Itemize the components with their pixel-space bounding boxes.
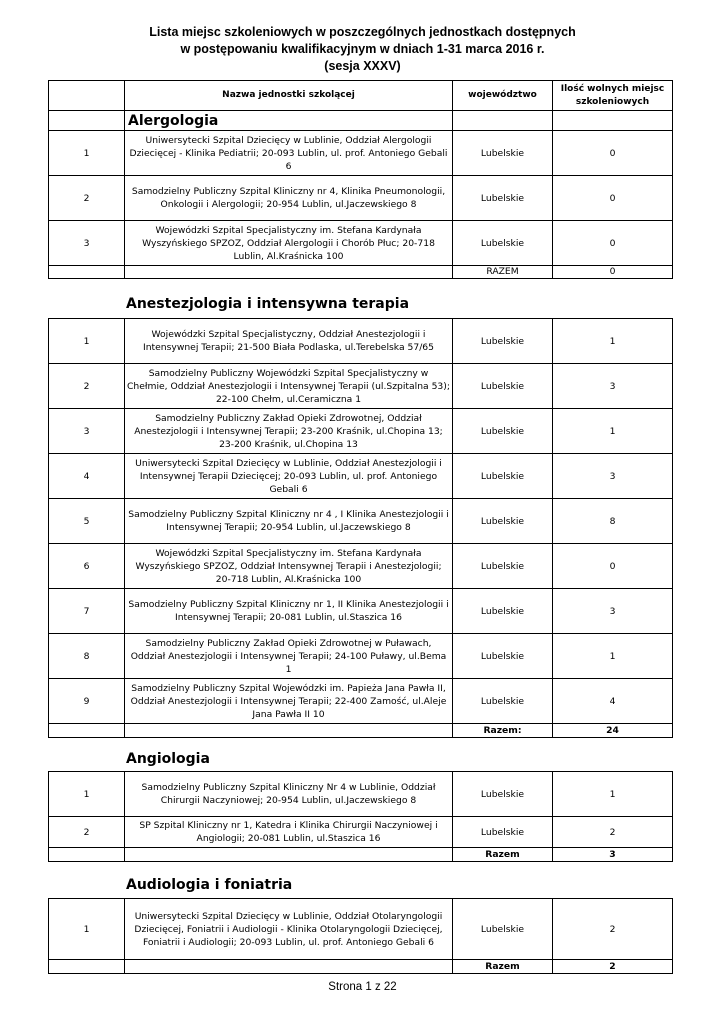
- row-number: 3: [49, 221, 125, 266]
- table-row: [49, 589, 673, 634]
- title-line-1: Lista miejsc szkoleniowych w poszczególnych jednostkach dostępnych: [149, 25, 576, 39]
- column-header-row: [49, 81, 673, 111]
- section-title: Audiologia i foniatria: [126, 877, 293, 893]
- unit-name: Samodzielny Publiczny Wojewódzki Szpital Specjalistyczny w Chełmie, Oddział Anestezjologii i Intensywnej Terapii (ul.Szpitalna 53); 22-100 Chełm, ul.Ceramiczna 1: [125, 364, 453, 409]
- free-seats: 3: [553, 364, 673, 409]
- row-number: 5: [49, 499, 125, 544]
- col-header-seats-line2: szkoleniowych: [575, 96, 650, 107]
- region: Lubelskie: [453, 176, 553, 221]
- unit-name: Wojewódzki Szpital Specjalistyczny, Oddział Anestezjologii i Intensywnej Terapii; 21-500 Biała Podlaska, ul.Terebelska 57/65: [125, 319, 453, 364]
- unit-name: Uniwersytecki Szpital Dziecięcy w Lublinie, Oddział Alergologii Dziecięcej - Klinika Pediatrii; 20-093 Lublin, ul. prof. Antoniego Gebali 6: [125, 131, 453, 176]
- row-number: 3: [49, 409, 125, 454]
- table-row: [49, 499, 673, 544]
- table-row: [49, 899, 673, 960]
- unit-name: Wojewódzki Szpital Specjalistyczny im. Stefana Kardynała Wyszyńskiego SPZOZ, Oddział Alergologii i Chorób Płuc; 20-718 Lublin, Al.Kraśnicka 100: [125, 221, 453, 266]
- region: Lubelskie: [453, 131, 553, 176]
- col-header-region: województwo: [453, 81, 553, 111]
- table-row: [49, 221, 673, 266]
- free-seats: 0: [553, 176, 673, 221]
- empty-cell: [125, 266, 453, 279]
- region: Lubelskie: [453, 899, 553, 960]
- free-seats: 3: [553, 454, 673, 499]
- table-row: [49, 544, 673, 589]
- total-row: [49, 724, 673, 738]
- free-seats: 1: [553, 634, 673, 679]
- unit-name: Samodzielny Publiczny Szpital Kliniczny Nr 4 w Lublinie, Oddział Chirurgii Naczyniowej; 20-954 Lublin, ul.Jaczewskiego 8: [125, 772, 453, 817]
- row-number: 7: [49, 589, 125, 634]
- region: Lubelskie: [453, 589, 553, 634]
- total-value: 24: [553, 724, 673, 738]
- row-number: 4: [49, 454, 125, 499]
- section-title: Alergologia: [125, 111, 453, 131]
- row-number: 2: [49, 364, 125, 409]
- unit-name: Wojewódzki Szpital Specjalistyczny im. Stefana Kardynała Wyszyńskiego SPZOZ, Oddział Intensywnej Terapii i Anestezjologii; 20-718 Lublin, Al.Kraśnicka 100: [125, 544, 453, 589]
- free-seats: 4: [553, 679, 673, 724]
- col-header-seats-line1: Ilość wolnych miejsc: [560, 83, 665, 94]
- free-seats: 1: [553, 772, 673, 817]
- row-number: 1: [49, 131, 125, 176]
- page-footer: Strona 1 z 22: [328, 981, 397, 993]
- total-label: Razem: [453, 960, 553, 974]
- unit-name: SP Szpital Kliniczny nr 1, Katedra i Klinika Chirurgii Naczyniowej i Angiologii; 20-081 Lublin, ul.Staszica 16: [125, 817, 453, 848]
- row-number: 2: [49, 176, 125, 221]
- table-row: [49, 817, 673, 848]
- section-title: Angiologia: [126, 751, 210, 767]
- row-number: 1: [49, 772, 125, 817]
- table-audiologia: [48, 898, 673, 974]
- empty-cell: [553, 111, 673, 131]
- row-number: 2: [49, 817, 125, 848]
- unit-name: Samodzielny Publiczny Zakład Opieki Zdrowotnej w Puławach, Oddział Anestezjologii i Intensywnej Terapii; 24-100 Puławy, ul.Bema 1: [125, 634, 453, 679]
- unit-name: Samodzielny Publiczny Szpital Kliniczny nr 1, II Klinika Anestezjologii i Intensywnej Terapii; 20-081 Lublin, ul.Staszica 16: [125, 589, 453, 634]
- region: Lubelskie: [453, 772, 553, 817]
- row-number: 9: [49, 679, 125, 724]
- total-label: Razem: [453, 848, 553, 862]
- empty-cell: [125, 724, 453, 738]
- region: Lubelskie: [453, 634, 553, 679]
- free-seats: 2: [553, 899, 673, 960]
- unit-name: Samodzielny Publiczny Szpital Kliniczny nr 4 , I Klinika Anestezjologii i Intensywnej Terapii; 20-954 Lublin, ul.Jaczewskiego 8: [125, 499, 453, 544]
- empty-cell: [49, 848, 125, 862]
- row-number: 8: [49, 634, 125, 679]
- unit-name: Samodzielny Publiczny Zakład Opieki Zdrowotnej, Oddział Anestezjologii i Intensywnej Terapii; 23-200 Kraśnik, ul.Chopina 13; 23-200 Kraśnik, ul.Chopina 13: [125, 409, 453, 454]
- free-seats: 8: [553, 499, 673, 544]
- empty-cell: [49, 960, 125, 974]
- table-angiologia: [48, 771, 673, 862]
- unit-name: Uniwersytecki Szpital Dziecięcy w Lublinie, Oddział Otolaryngologii Dziecięcej, Foniatrii i Audiologii - Klinika Otolaryngologii Dziecięcej, Foniatrii i Audiologii; 20-093 Lublin, ul. prof. Antoniego Gebali 6: [125, 899, 453, 960]
- empty-cell: [49, 111, 125, 131]
- row-number: 1: [49, 899, 125, 960]
- total-value: 0: [553, 266, 673, 279]
- region: Lubelskie: [453, 499, 553, 544]
- row-number: 6: [49, 544, 125, 589]
- table-row: [49, 364, 673, 409]
- section-title: Anestezjologia i intensywna terapia: [126, 296, 410, 312]
- total-row: [49, 266, 673, 279]
- total-row: [49, 960, 673, 974]
- document-title: [0, 24, 725, 75]
- region: Lubelskie: [453, 817, 553, 848]
- free-seats: 0: [553, 221, 673, 266]
- empty-cell: [125, 960, 453, 974]
- category-row: [49, 111, 673, 131]
- empty-cell: [49, 266, 125, 279]
- total-label: Razem:: [453, 724, 553, 738]
- col-header-seats: [553, 81, 673, 111]
- table-anestezjologia: [48, 318, 673, 738]
- title-line-2: w postępowaniu kwalifikacyjnym w dniach 1-31 marca 2016 r.: [180, 42, 545, 56]
- free-seats: 0: [553, 131, 673, 176]
- total-value: 2: [553, 960, 673, 974]
- region: Lubelskie: [453, 319, 553, 364]
- unit-name: Samodzielny Publiczny Szpital Kliniczny nr 4, Klinika Pneumonologii, Onkologii i Alergologii; 20-954 Lublin, ul.Jaczewskiego 8: [125, 176, 453, 221]
- free-seats: 1: [553, 319, 673, 364]
- total-label: RAZEM: [453, 266, 553, 279]
- table-row: [49, 409, 673, 454]
- col-header-no: [49, 81, 125, 111]
- region: Lubelskie: [453, 221, 553, 266]
- table-row: [49, 454, 673, 499]
- region: Lubelskie: [453, 364, 553, 409]
- total-row: [49, 848, 673, 862]
- total-value: 3: [553, 848, 673, 862]
- unit-name: Samodzielny Publiczny Szpital Wojewódzki im. Papieża Jana Pawła II, Oddział Anestezjologii i Intensywnej Terapii; 22-400 Zamość, ul.Aleje Jana Pawła II 10: [125, 679, 453, 724]
- table-row: [49, 634, 673, 679]
- table-row: [49, 679, 673, 724]
- free-seats: 0: [553, 544, 673, 589]
- row-number: 1: [49, 319, 125, 364]
- region: Lubelskie: [453, 409, 553, 454]
- empty-cell: [49, 724, 125, 738]
- empty-cell: [125, 848, 453, 862]
- region: Lubelskie: [453, 454, 553, 499]
- unit-name: Uniwersytecki Szpital Dziecięcy w Lublinie, Oddział Anestezjologii i Intensywnej Terapii Dziecięcej; 20-093 Lublin, ul. prof. Antoniego Gebali 6: [125, 454, 453, 499]
- free-seats: 2: [553, 817, 673, 848]
- region: Lubelskie: [453, 544, 553, 589]
- title-line-3: (sesja XXXV): [324, 59, 401, 73]
- table-row: [49, 772, 673, 817]
- table-row: [49, 319, 673, 364]
- table-row: [49, 131, 673, 176]
- free-seats: 1: [553, 409, 673, 454]
- table-row: [49, 176, 673, 221]
- table-alergologia: [48, 80, 673, 279]
- free-seats: 3: [553, 589, 673, 634]
- region: Lubelskie: [453, 679, 553, 724]
- col-header-name: Nazwa jednostki szkolącej: [125, 81, 453, 111]
- empty-cell: [453, 111, 553, 131]
